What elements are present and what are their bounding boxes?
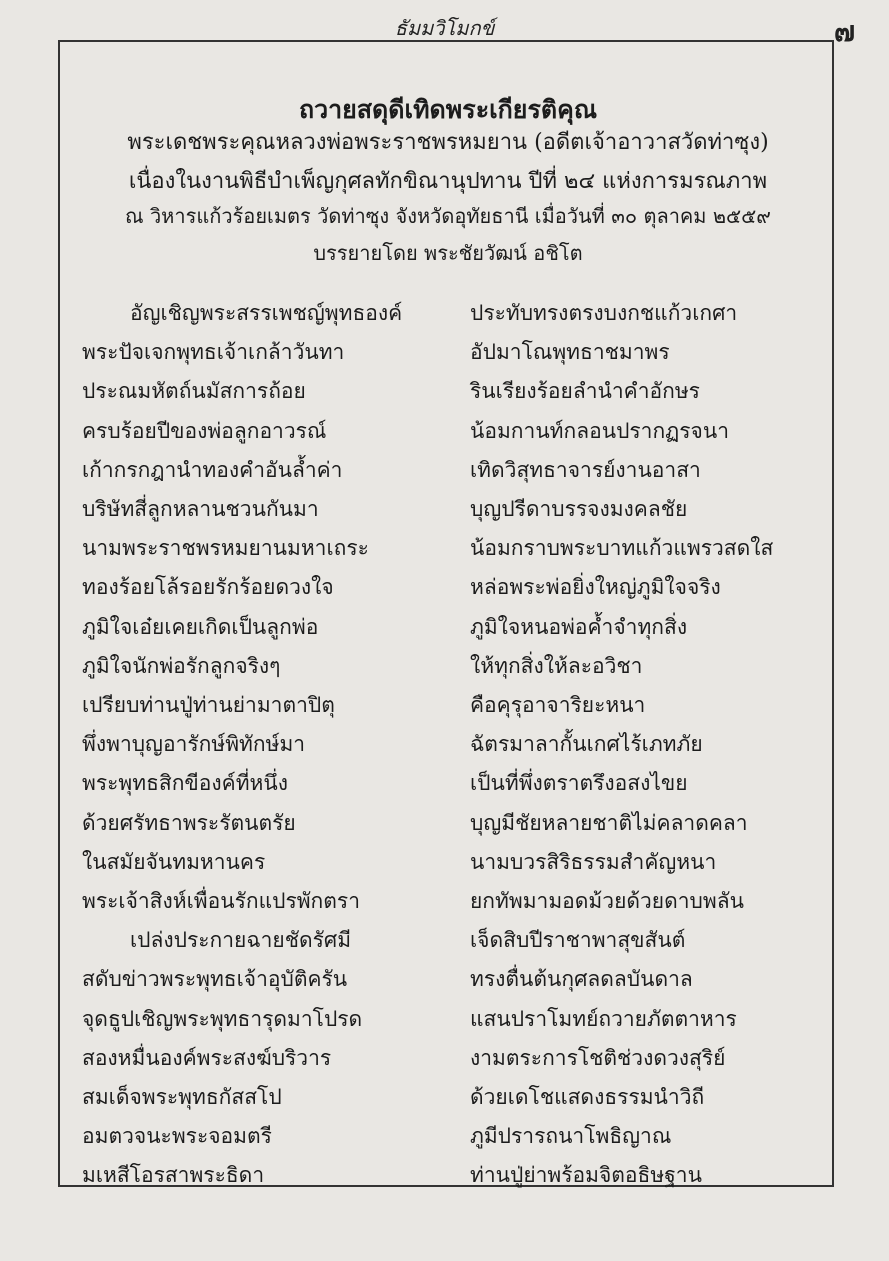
poem-verse-left: อมตวจนะพระจอมตรี	[82, 1124, 272, 1148]
poem-verse-left: บริษัทสี่ลูกหลานชวนกันมา	[82, 497, 319, 521]
poem-verse-left: ครบร้อยปีของพ่อลูกอาวรณ์	[82, 419, 327, 443]
author-line: บรรยายโดย พระชัยวัฒน์ อชิโต	[313, 241, 583, 265]
poem-verse-left: พระปัจเจกพุทธเจ้าเกล้าวันทา	[82, 340, 345, 364]
poem-verse-right: เจ็ดสิบปีราชาพาสุขสันต์	[470, 928, 686, 952]
poem-verse-left: อัญเชิญพระสรรเพชญ์พุทธองค์	[130, 301, 403, 325]
poem-verse-left: มเหสีโอรสาพระธิดา	[82, 1163, 265, 1187]
poem-verse-left: ประณมหัตถ์นมัสการถ้อย	[82, 379, 306, 403]
running-header: ธัมมวิโมกข์	[394, 16, 495, 40]
poem-frame	[58, 40, 834, 1187]
poem-verse-left: สองหมื่นองค์พระสงฆ์บริวาร	[82, 1046, 332, 1070]
poem-verse-left: พระพุทธสิกขีองค์ที่หนึ่ง	[82, 771, 289, 795]
poem-verse-left: ภูมิใจนักพ่อรักลูกจริงๆ	[82, 654, 281, 678]
poem-verse-right: น้อมกานท์กลอนปรากฏรจนา	[470, 419, 730, 443]
poem-verse-left: ทองร้อยโล้รอยรักร้อยดวงใจ	[82, 575, 334, 599]
poem-verse-left: สดับข่าวพระพุทธเจ้าอุบัติครัน	[82, 967, 348, 991]
poem-verse-right: บุญมีชัยหลายชาติไม่คลาดคลา	[470, 811, 748, 835]
poem-title: ถวายสดุดีเทิดพระเกียรติคุณ	[298, 95, 598, 124]
poem-verse-right: ภูมิใจหนอพ่อค้ำจำทุกสิ่ง	[470, 615, 688, 639]
poem-verse-left: เปรียบท่านปู่ท่านย่ามาตาปิตุ	[82, 693, 335, 717]
poem-verse-right: นามบวรสิริธรรมสำคัญหนา	[470, 850, 717, 874]
poem-verse-right: น้อมกราบพระบาทแก้วแพรวสดใส	[470, 536, 774, 560]
page-number: ๗	[833, 15, 855, 48]
poem-verse-right: งามตระการโชติช่วงดวงสุริย์	[470, 1046, 726, 1070]
poem-verse-left: พึ่งพาบุญอารักษ์พิทักษ์มา	[82, 732, 306, 756]
poem-verse-left: เปล่งประกายฉายชัดรัศมี	[130, 928, 352, 952]
poem-verse-right: ยกทัพมามอดม้วยด้วยดาบพลัน	[470, 889, 744, 913]
subtitle-line: พระเดชพระคุณหลวงพ่อพระราชพรหมยาน (อดีตเจ้าอาวาสวัดท่าซุง)	[127, 130, 769, 155]
poem-verse-right: หล่อพระพ่อยิ่งใหญ่ภูมิใจจริง	[470, 575, 721, 599]
poem-verse-left: จุดธูปเชิญพระพุทธารุดมาโปรด	[82, 1007, 363, 1031]
poem-verse-right: แสนปราโมทย์ถวายภัตตาหาร	[470, 1007, 737, 1031]
poem-verse-right: บุญปรีดาบรรจงมงคลชัย	[470, 497, 688, 521]
poem-verse-right: เป็นที่พึ่งตราตรึงอสงไขย	[470, 771, 688, 795]
poem-verse-left: พระเจ้าสิงห์เพื่อนรักแปรพักตรา	[82, 889, 360, 913]
poem-verse-right: รินเรียงร้อยลำนำคำอักษร	[470, 379, 700, 403]
poem-verse-right: เทิดวิสุทธาจารย์งานอาสา	[470, 458, 701, 482]
poem-verse-left: เก้ากรกฎานำทองคำอันล้ำค่า	[82, 458, 343, 482]
poem-verse-right: ท่านปู่ย่าพร้อมจิตอธิษฐาน	[470, 1163, 702, 1187]
poem-verse-right: ฉัตรมาลากั้นเกศไร้เภทภัย	[470, 732, 703, 756]
poem-verse-left: ด้วยศรัทธาพระรัตนตรัย	[82, 811, 296, 835]
poem-verse-right: ประทับทรงตรงบงกชแก้วเกศา	[470, 301, 738, 325]
poem-verse-left: สมเด็จพระพุทธกัสสโป	[82, 1085, 282, 1109]
subtitle-line: เนื่องในงานพิธีบำเพ็ญกุศลทักขิณานุปทาน ปีที่ ๒๔ แห่งการมรณภาพ	[128, 169, 768, 194]
poem-verse-right: ทรงตื่นต้นกุศลดลบันดาล	[470, 967, 693, 991]
poem-verse-left: ในสมัยจันทมหานคร	[82, 850, 266, 874]
poem-verse-right: อัปมาโณพุทธาชมาพร	[470, 340, 670, 364]
poem-verse-left: นามพระราชพรหมยานมหาเถระ	[82, 536, 369, 560]
poem-verse-right: ภูมีปรารถนาโพธิญาณ	[470, 1124, 672, 1148]
poem-verse-left: ภูมิใจเอ๋ยเคยเกิดเป็นลูกพ่อ	[82, 615, 319, 639]
subtitle-line: ณ วิหารแก้วร้อยเมตร วัดท่าซุง จังหวัดอุทัยธานี เมื่อวันที่ ๓๐ ตุลาคม ๒๕๕๙	[125, 204, 771, 228]
poem-verse-right: คือคุรุอาจาริยะหนา	[470, 693, 646, 717]
poem-verse-right: ให้ทุกสิ่งให้ละอวิชา	[470, 654, 643, 678]
poem-verse-right: ด้วยเดโชแสดงธรรมนำวิถี	[470, 1085, 705, 1109]
